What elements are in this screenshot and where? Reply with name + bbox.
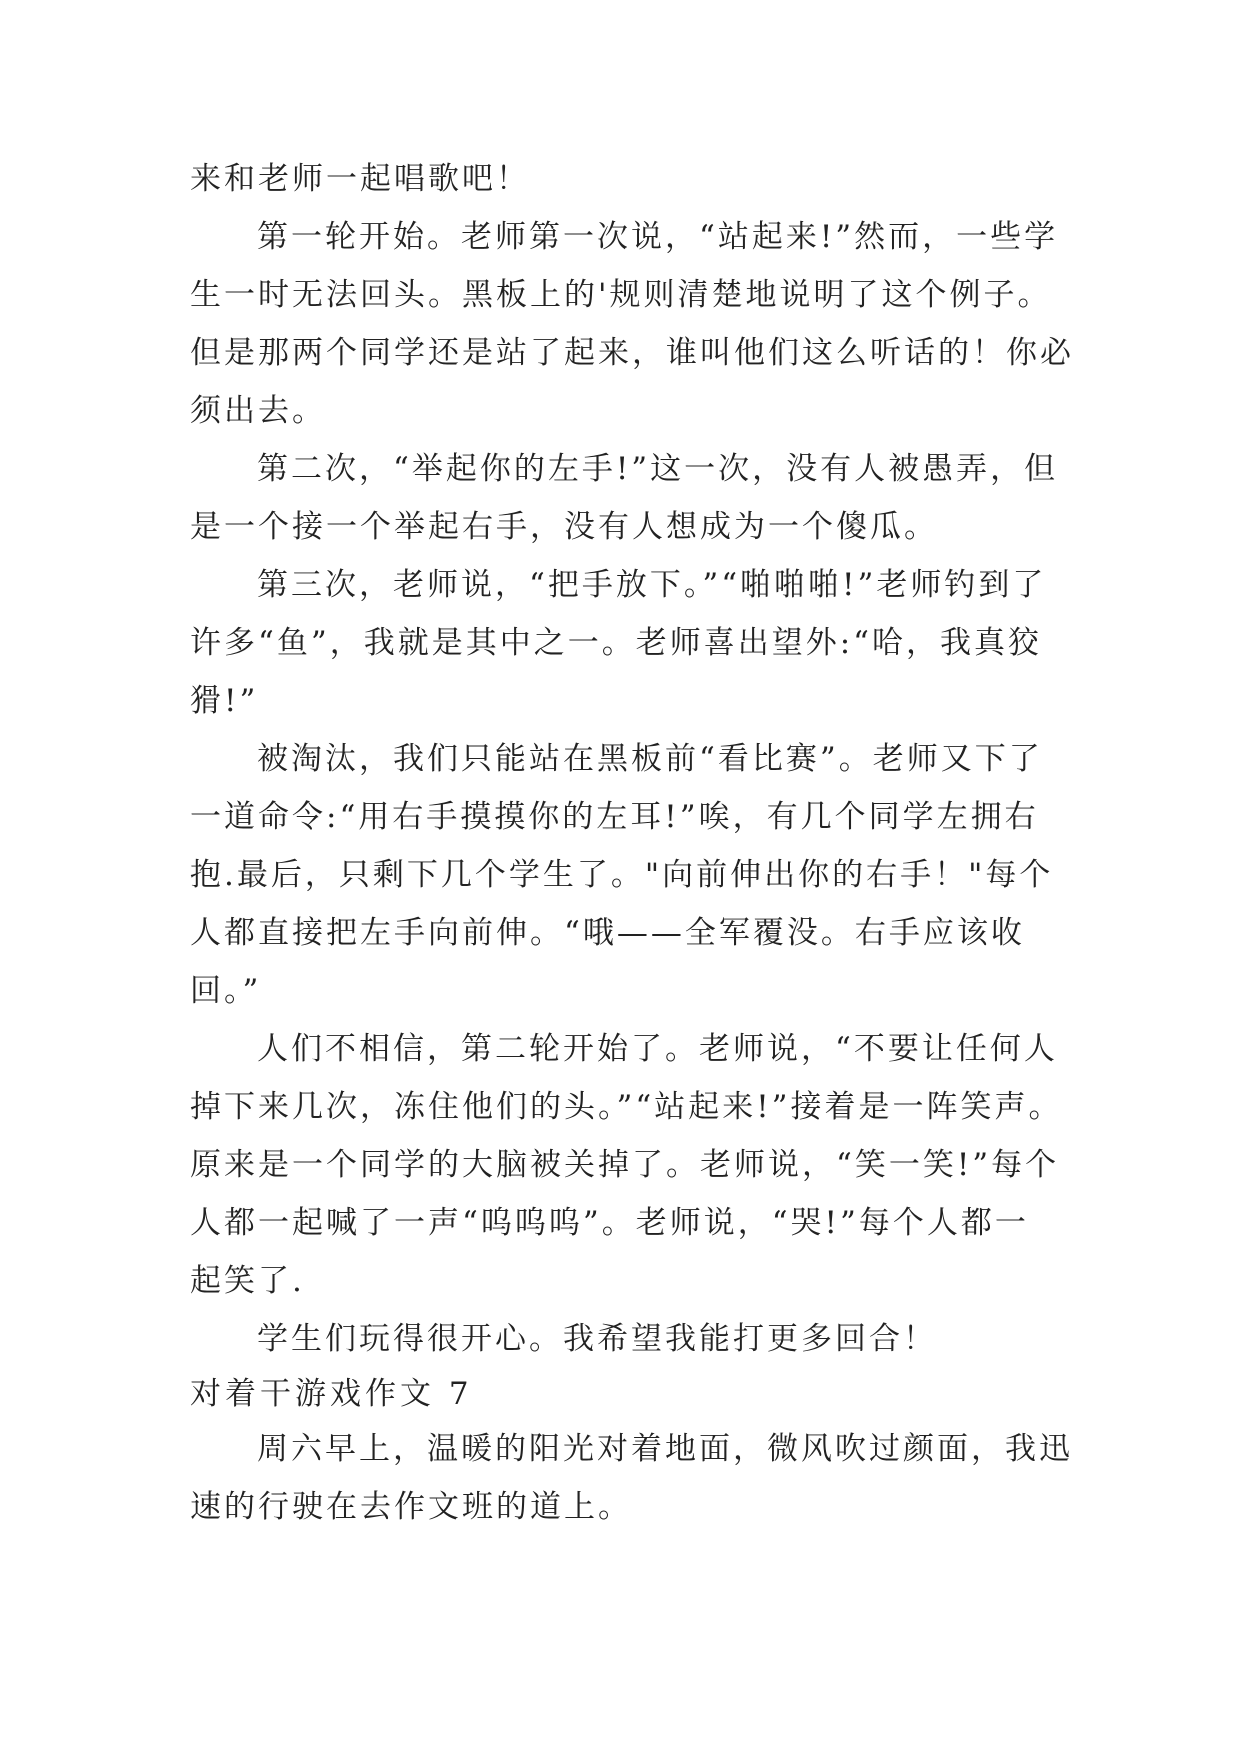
- text-line: 须出去。: [190, 393, 326, 429]
- text-line: 原来是一个同学的大脑被关掉了。老师说，“笑一笑!”每个: [190, 1147, 1060, 1183]
- text-line: 许多“鱼”，我就是其中之一。老师喜出望外:“哈，我真狡: [190, 625, 1042, 661]
- text-line: 速的行驶在去作文班的道上。: [190, 1489, 632, 1525]
- text-line: 人都一起喊了一声“呜呜呜”。老师说，“哭!”每个人都一: [190, 1205, 1029, 1241]
- text-line: 掉下来几次，冻住他们的头。”“站起来!”接着是一阵笑声。: [190, 1089, 1063, 1125]
- text-line: 人都直接把左手向前伸。“哦——全军覆没。右手应该收: [190, 915, 1025, 951]
- paragraph-start: 被淘汰，我们只能站在黑板前“看比赛”。老师又下了: [257, 741, 1043, 777]
- document-body: [190, 150, 1074, 1536]
- paragraph-start: 第二次，“举起你的左手!”这一次，没有人被愚弄，但: [257, 451, 1059, 487]
- paragraph-start: 周六早上，温暖的阳光对着地面，微风吹过颜面，我迅: [257, 1431, 1073, 1467]
- text-line: 生一时无法回头。黑板上的'规则清楚地说明了这个例子。: [190, 277, 1052, 313]
- paragraph-start: 第一轮开始。老师第一次说，“站起来!”然而，一些学: [257, 219, 1059, 255]
- text-line: 猾!”: [190, 683, 259, 719]
- text-line: 抱.最后，只剩下几个学生了。"向前伸出你的右手！"每个: [190, 857, 1054, 893]
- section-heading: 对着干游戏作文 7: [190, 1376, 473, 1412]
- text-line: 来和老师一起唱歌吧！: [190, 161, 530, 197]
- paragraph-start: 第三次，老师说，“把手放下。”“啪啪啪!”老师钓到了: [257, 567, 1047, 603]
- text-line: 起笑了.: [190, 1263, 305, 1299]
- paragraph-start: 人们不相信，第二轮开始了。老师说，“不要让任何人: [257, 1031, 1058, 1067]
- text-line: 但是那两个同学还是站了起来，谁叫他们这么听话的！你必: [190, 335, 1074, 371]
- text-line: 回。”: [190, 973, 262, 1009]
- text-line: 是一个接一个举起右手，没有人想成为一个傻瓜。: [190, 509, 938, 545]
- paragraph-start: 学生们玩得很开心。我希望我能打更多回合！: [257, 1321, 937, 1357]
- text-line: 一道命令:“用右手摸摸你的左耳!”唉，有几个同学左拥右: [190, 799, 1039, 835]
